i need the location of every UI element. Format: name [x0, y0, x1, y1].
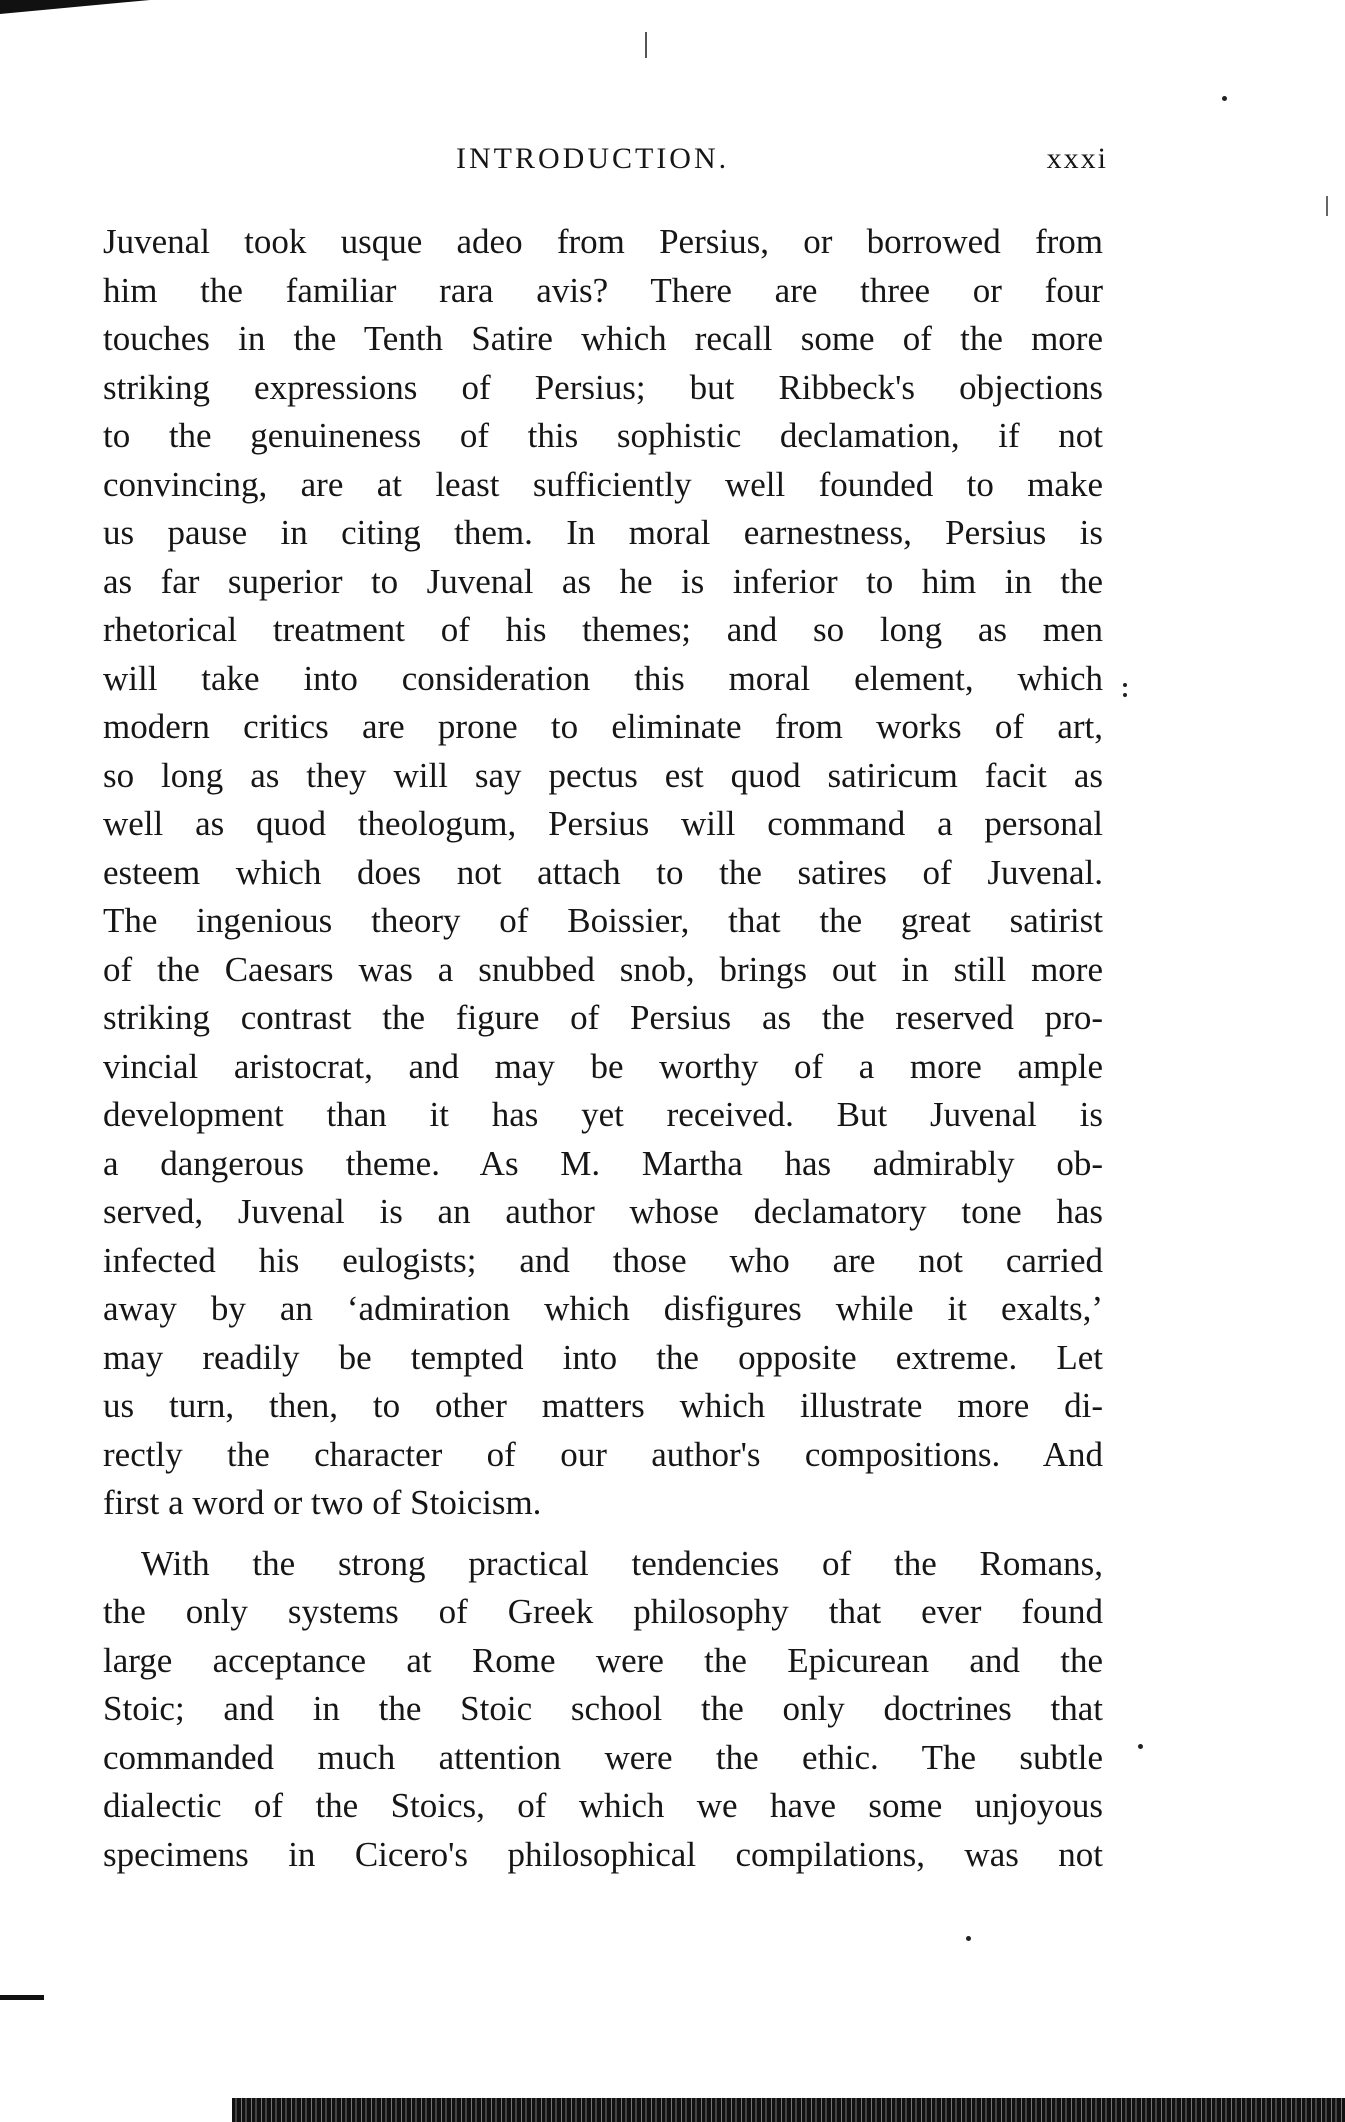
text-line: dialectic of the Stoics, of which we have some unjoyous [103, 1786, 1103, 1825]
text-line: convincing, are at least sufficiently well founded to make [103, 464, 1103, 504]
scan-speck [1123, 693, 1127, 697]
text-line: vincial aristocrat, and may be worthy of a more ample [103, 1046, 1103, 1086]
text-line: so long as they will say pectus est quod satiricum facit as [103, 755, 1103, 795]
text-line: commanded much attention were the ethic. The subtle [103, 1737, 1103, 1777]
text-line: esteem which does not attach to the satires of Juvenal. [103, 852, 1103, 892]
scan-speck [1138, 1744, 1143, 1749]
text-line: rectly the character of our author's compositions. And [103, 1434, 1103, 1474]
text-line: striking contrast the figure of Persius as the reserved pro- [103, 998, 1103, 1037]
text-line: as far superior to Juvenal as he is inferior to him in the [103, 561, 1103, 601]
body-text [103, 218, 1103, 1879]
text-line: large acceptance at Rome were the Epicurean and the [103, 1640, 1103, 1680]
text-line: modern critics are prone to eliminate from works of art, [103, 707, 1103, 746]
text-line: the only systems of Greek philosophy that ever found [103, 1592, 1103, 1631]
text-line: development than it has yet received. But Juvenal is [103, 1095, 1103, 1134]
text-line: of the Caesars was a snubbed snob, brings out in still more [103, 949, 1103, 989]
text-line: will take into consideration this moral element, which [103, 658, 1103, 698]
running-title: INTRODUCTION. [456, 142, 730, 175]
text-line: With the strong practical tendencies of the Romans, [141, 1543, 1103, 1583]
scan-speck [966, 1936, 971, 1941]
text-line: may readily be tempted into the opposite extreme. Let [103, 1337, 1103, 1377]
text-line: served, Juvenal is an author whose declamatory tone has [103, 1192, 1103, 1231]
text-line: us pause in citing them. In moral earnestness, Persius is [103, 513, 1103, 552]
scan-speck [1123, 683, 1127, 687]
text-line: rhetorical treatment of his themes; and so long as men [103, 610, 1103, 649]
text-line: specimens in Cicero's philosophical compilations, was not [103, 1834, 1103, 1874]
page-number: xxxi [1046, 142, 1108, 175]
text-line: The ingenious theory of Boissier, that the great satirist [103, 901, 1103, 940]
paragraph [103, 1540, 1103, 1880]
scan-tick-mark [1326, 196, 1328, 216]
text-line: Stoic; and in the Stoic school the only doctrines that [103, 1689, 1103, 1728]
scan-edge-dash [0, 1995, 44, 2000]
text-line: well as quod theologum, Persius will command a personal [103, 804, 1103, 843]
scan-speck [1222, 96, 1227, 101]
text-line: first a word or two of Stoicism. [103, 1483, 542, 1522]
text-line: Juvenal took usque adeo from Persius, or borrowed from [103, 222, 1103, 261]
text-line: touches in the Tenth Satire which recall some of the more [103, 319, 1103, 358]
paragraph-gap [103, 1528, 1103, 1540]
text-line: a dangerous theme. As M. Martha has admirably ob- [103, 1143, 1103, 1183]
text-line: striking expressions of Persius; but Ribbeck's objections [103, 367, 1103, 407]
paragraph [103, 218, 1103, 1528]
text-line: us turn, then, to other matters which illustrate more di- [103, 1386, 1103, 1425]
page-header [100, 142, 1108, 182]
scan-corner-mark [0, 0, 150, 14]
text-line: him the familiar rara avis? There are three or four [103, 270, 1103, 310]
scan-bottom-edge [232, 2098, 1345, 2122]
text-line: to the genuineness of this sophistic declamation, if not [103, 416, 1103, 455]
scan-tick-mark [645, 32, 647, 58]
text-line: infected his eulogists; and those who are not carried [103, 1240, 1103, 1280]
text-line: away by an ‘admiration which disfigures while it exalts,’ [103, 1289, 1103, 1328]
